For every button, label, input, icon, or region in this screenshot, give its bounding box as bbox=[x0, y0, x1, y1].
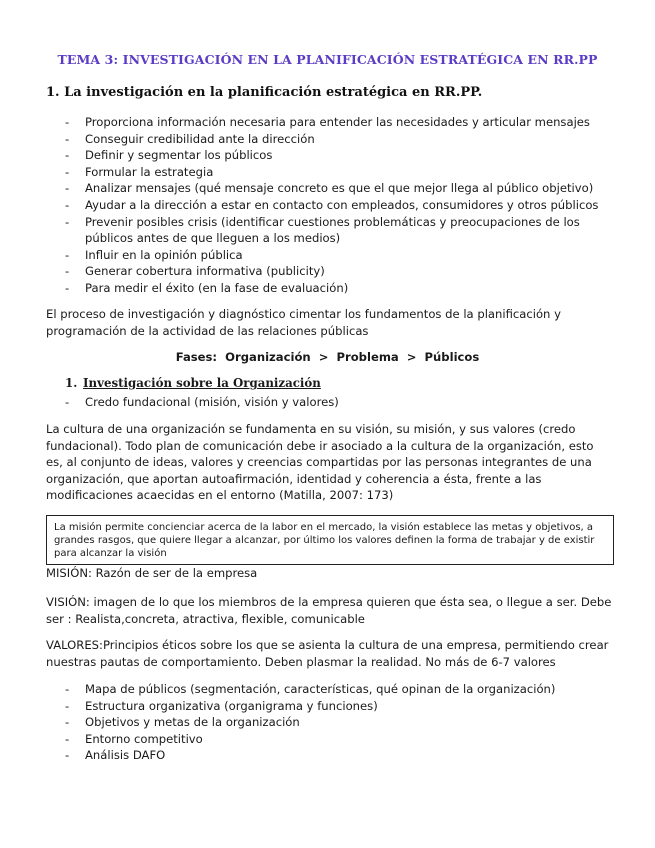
list-item: - Proporciona información necesaria para entender las necesidades y articular mensajes bbox=[65, 114, 615, 131]
phase-separator: > bbox=[406, 350, 417, 364]
culture-paragraph: La cultura de una organización se fundamenta en su visión, su misión, y sus valores (credo fundacional). Todo plan de comunicación debe ir asociado a la cultura de la organización, esto es, al conjunto de ideas, valores y creencias compartidas por las personas integrantes de una organización, que aportan autoafirmación, identidad y coherencia a ésta, frente a las modificaciones acaecidas en el entorno (Matilla, 2007: 173) bbox=[46, 422, 594, 503]
list-item: - Estructura organizativa (organigrama y funciones) bbox=[65, 698, 605, 715]
analysis-list bbox=[65, 681, 605, 764]
subsection-title: Investigación sobre la Organización bbox=[83, 376, 321, 390]
section-heading: 1. La investigación en la planificación estratégica en RR.PP. bbox=[46, 85, 483, 100]
list-item: - Prevenir posibles crisis (identificar cuestiones problemáticas y preocupaciones de los públicos antes de que lleguen a los medios) bbox=[65, 214, 615, 247]
phase-step: Organización bbox=[225, 350, 311, 364]
subsection-heading bbox=[65, 376, 321, 390]
valores-definition: VALORES:Principios éticos sobre los que se asienta la cultura de una empresa, permitiendo crear nuestras pautas de comportamiento. Deben plasmar la realidad. No más de 6-7 valores bbox=[46, 638, 609, 669]
list-item: - Credo fundacional (misión, visión y valores) bbox=[65, 394, 605, 411]
organization-list bbox=[65, 394, 605, 411]
list-item: - Análisis DAFO bbox=[65, 747, 605, 764]
phases-line bbox=[0, 350, 655, 364]
list-item: - Formular la estrategia bbox=[65, 164, 615, 181]
process-paragraph: El proceso de investigación y diagnóstico cimentar los fundamentos de la planificación y programación de la actividad de las relaciones públicas bbox=[46, 307, 561, 338]
subsection-number: 1. bbox=[65, 376, 78, 390]
list-item: - Conseguir credibilidad ante la dirección bbox=[65, 131, 615, 148]
research-purposes-list bbox=[65, 114, 615, 297]
mision-definition: MISIÓN: Razón de ser de la empresa bbox=[46, 566, 258, 580]
phases-label: Fases: bbox=[175, 350, 218, 364]
vision-definition: VISIÓN: imagen de lo que los miembros de la empresa quieren que ésta sea, o llegue a ser. Debe ser : Realista,concreta, atractiva, flexible, comunicable bbox=[46, 595, 612, 626]
list-item: - Para medir el éxito (en la fase de evaluación) bbox=[65, 280, 615, 297]
list-item: - Generar cobertura informativa (publicity) bbox=[65, 263, 615, 280]
boxed-note: La misión permite concienciar acerca de la labor en el mercado, la visión establece las metas y objetivos, a grandes rasgos, que quiere llegar a alcanzar, por último los valores definen la forma de trabajar y de existir para alcanzar la visión bbox=[46, 515, 614, 565]
document-title: TEMA 3: INVESTIGACIÓN EN LA PLANIFICACIÓN ESTRATÉGICA EN RR.PP bbox=[57, 52, 598, 67]
phase-step: Públicos bbox=[424, 350, 480, 364]
phase-step: Problema bbox=[336, 350, 399, 364]
list-item: - Mapa de públicos (segmentación, características, qué opinan de la organización) bbox=[65, 681, 605, 698]
list-item: - Ayudar a la dirección a estar en contacto con empleados, consumidores y otros públicos bbox=[65, 197, 615, 214]
list-item: - Objetivos y metas de la organización bbox=[65, 714, 605, 731]
list-item: - Influir en la opinión pública bbox=[65, 247, 615, 264]
list-item: - Entorno competitivo bbox=[65, 731, 605, 748]
list-item: - Analizar mensajes (qué mensaje concreto es que el que mejor llega al público objetivo) bbox=[65, 180, 615, 197]
phase-separator: > bbox=[318, 350, 329, 364]
list-item: - Definir y segmentar los públicos bbox=[65, 147, 615, 164]
